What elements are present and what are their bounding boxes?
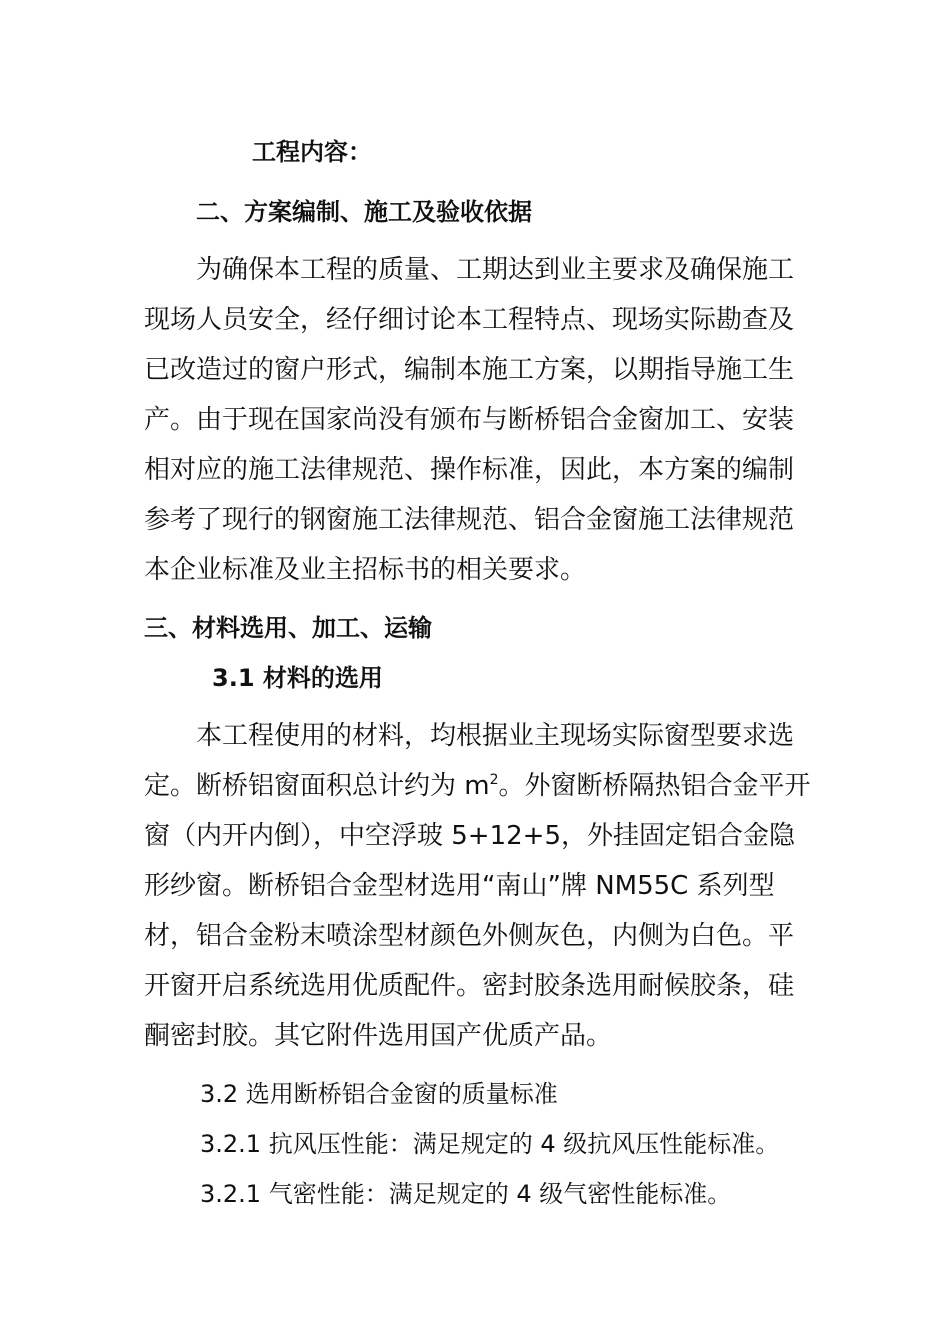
section-2-heading: 二、方案编制、施工及验收依据	[196, 198, 532, 226]
paragraph-line: 参考了现行的钢窗施工法律规范、铝合金窗施工法律规范	[144, 505, 795, 535]
paragraph-line: 本工程使用的材料，均根据业主现场实际窗型要求选	[196, 721, 795, 751]
paragraph-line: 为确保本工程的质量、工期达到业主要求及确保施工	[196, 255, 795, 285]
paragraph-line: 相对应的施工法律规范、操作标准，因此，本方案的编制	[144, 455, 795, 485]
paragraph-line: 已改造过的窗户形式，编制本施工方案，以期指导施工生	[144, 355, 795, 385]
line-text: 定。断桥铝窗面积总计约为 m	[144, 771, 490, 801]
line-text: 。外窗断桥隔热铝合金平开	[498, 771, 811, 801]
superscript-2: 2	[489, 772, 499, 788]
standard-item-wind-pressure: 3.2.1 抗风压性能：满足规定的 4 级抗风压性能标准。	[200, 1130, 780, 1158]
section-2-paragraph	[144, 252, 824, 588]
subsection-3-1-heading: 3.1 材料的选用	[212, 664, 383, 692]
section-3-heading: 三、材料选用、加工、运输	[144, 614, 432, 642]
paragraph-line: 窗（内开内倒），中空浮玻 5+12+5，外挂固定铝合金隐	[144, 821, 796, 851]
paragraph-line: 开窗开启系统选用优质配件。密封胶条选用耐候胶条，硅	[144, 971, 795, 1001]
paragraph-line: 现场人员安全，经仔细讨论本工程特点、现场实际勘查及	[144, 305, 795, 335]
paragraph-line: 酮密封胶。其它附件选用国产优质产品。	[144, 1021, 613, 1051]
paragraph-line: 材，铝合金粉末喷涂型材颜色外侧灰色，内侧为白色。平	[144, 921, 795, 951]
standard-item-air-tightness: 3.2.1 气密性能：满足规定的 4 级气密性能标准。	[200, 1180, 732, 1208]
paragraph-line-with-superscript	[144, 768, 824, 804]
project-content-heading: 工程内容：	[252, 138, 372, 166]
paragraph-line: 本企业标准及业主招标书的相关要求。	[144, 555, 587, 585]
paragraph-line: 形纱窗。断桥铝合金型材选用“南山”牌 NM55C 系列型	[144, 871, 775, 901]
subsection-3-2-heading: 3.2 选用断桥铝合金窗的质量标准	[200, 1080, 558, 1108]
paragraph-line: 产。由于现在国家尚没有颁布与断桥铝合金窗加工、安装	[144, 405, 795, 435]
materials-paragraph	[144, 718, 824, 1054]
